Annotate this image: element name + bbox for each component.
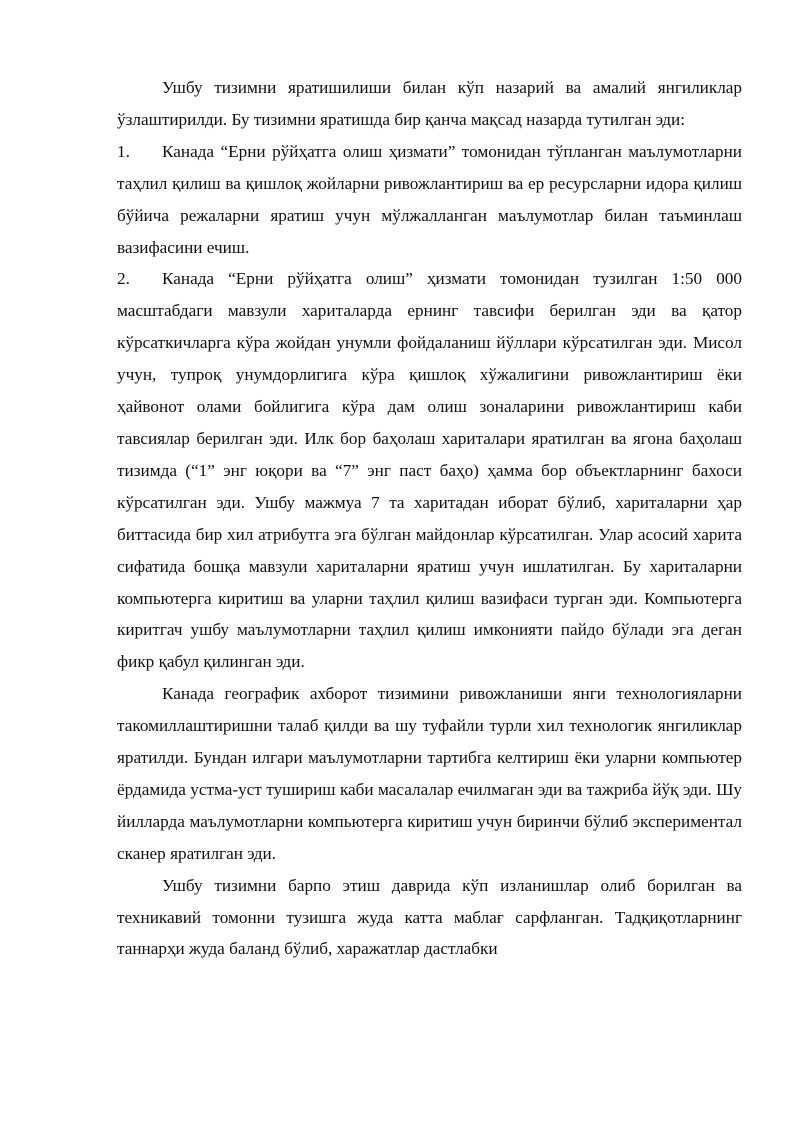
list-item-text: Канада “Ерни рўйҳатга олиш” ҳизмати томонидан тузилган 1:50 000 масштабдаги мавзули хариталарда ернинг тавсифи берилган эди ва қатор кўрсаткичларга кўра жойдан унумли фойдаланиш йўллари кўрсатилган эди. Мисол учун, тупроқ унумдорлигига кўра қишлоқ хўжалигини ривожлантириш ёки ҳайвонот олами бойлигига кўра дам олиш зоналарини ривожлантириш каби тавсиялар берилган эди. Илк бор баҳолаш хариталари яратилган ва ягона баҳолаш тизимда (“1” энг юқори ва “7” энг паст баҳо) ҳамма бор объектларнинг бахоси кўрсатилган эди. Ушбу мажмуа 7 та харитадан иборат бўлиб, хариталарни ҳар биттасида бир хил атрибутга эга бўлган майдонлар кўрсатилган. Улар асосий харита сифатида бошқа мавзули хариталарни яратиш учун ишлатилган. Бу хариталарни компьютерга киритиш ва уларни таҳлил қилиш вазифаси турган эди. Компьютерга киритгач ушбу маълумотларни таҳлил қилиш имконияти пайдо бўлади эга деган фикр қабул қилинган эди. xyxy=(117,269,742,672)
list-item-number: 2. xyxy=(117,269,130,289)
list-item-text: Канада “Ерни рўйҳатга олиш ҳизмати” томонидан тўпланган маълумотларни таҳлил қилиш ва қишлоқ жойларни ривожлантириш ва ер ресурсларни идора қилиш бўйича режаларни яратиш учун мўлжалланган маълумотлар билан таъминлаш вазифасини ечиш. xyxy=(117,141,742,257)
body-text xyxy=(117,72,742,965)
paragraph-intro: Ушбу тизимни яратишилиши билан кўп назарий ва амалий янгиликлар ўзлаштирилди. Бу тизимни яратишда бир қанча мақсад назарда тутилган эди: xyxy=(117,78,742,129)
list-item-1 xyxy=(117,136,742,264)
paragraph-system-development: Ушбу тизимни барпо этиш даврида кўп изланишлар олиб борилган ва техникавий томонни тузишга жуда катта маблағ сарфланган. Тадқиқотларнинг таннарҳи жуда баланд бўлиб, харажатлар дастлабки xyxy=(117,875,742,959)
list-item-2 xyxy=(117,263,742,678)
list-item-number: 1. xyxy=(117,141,130,161)
paragraph-canada-gis: Канада географик ахборот тизимини ривожланиши янги технологияларни такомиллаштиришни талаб қилди ва шу туфайли турли хил технологик янгиликлар яратилди. Бундан илгари маълумотларни тартибга келтириш ёки уларни компьютер ёрдамида устма-уст тушириш каби масалалар ечилмаган эди ва тажриба йўқ эди. Шу йилларда маълумотларни компьютерга киритиш учун биринчи бўлиб экспериментал сканер яратилган эди. xyxy=(117,684,742,863)
